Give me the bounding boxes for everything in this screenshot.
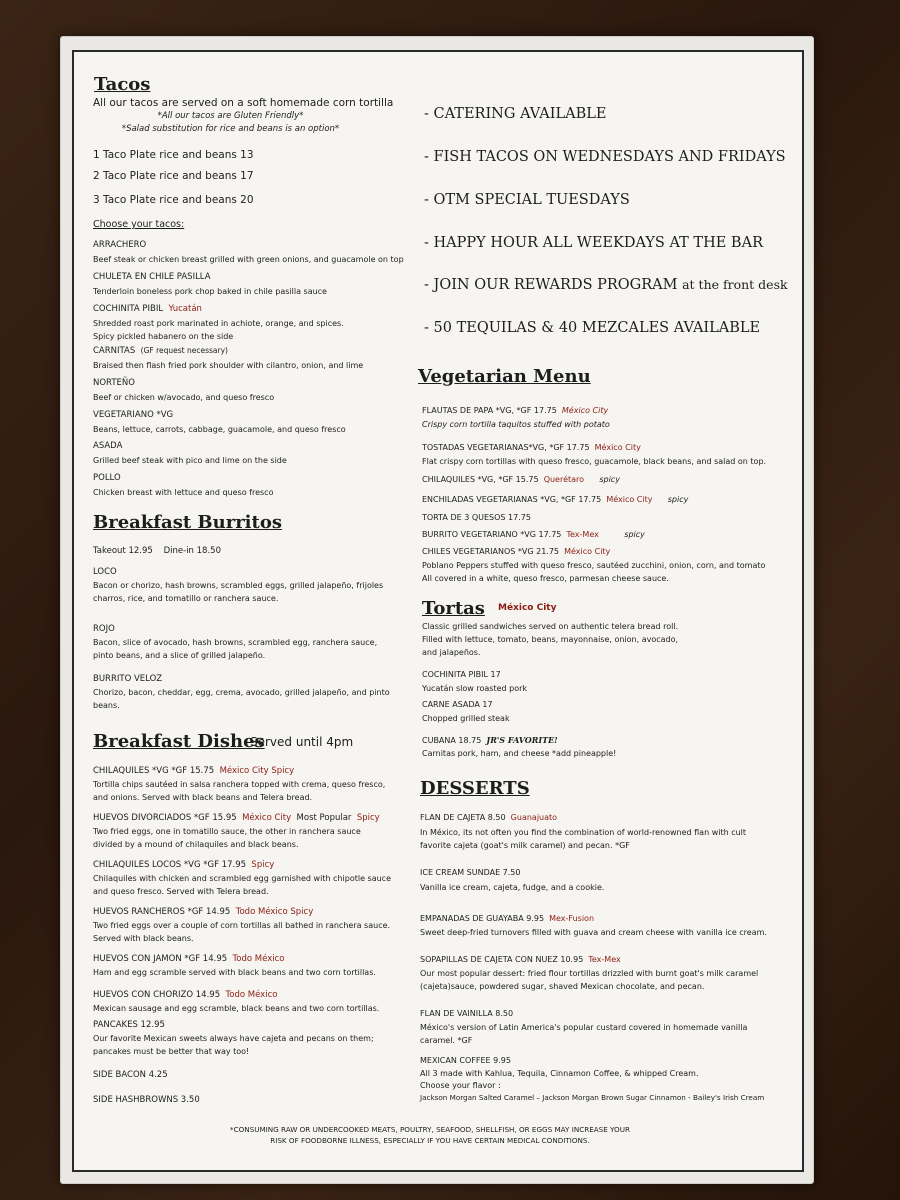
dish-item-name: CHILAQUILES *VG *GF 15.75 México City Spicy	[93, 766, 295, 776]
dishes-heading: Breakfast Dishes	[93, 731, 265, 752]
torta-item-name: CARNE ASADA 17	[422, 700, 493, 709]
torta-item-desc: Carnitas pork, ham, and cheese *add pineapple!	[422, 749, 617, 758]
taco-item-desc: Beans, lettuce, carrots, cabbage, guacamole, and queso fresco	[93, 425, 346, 434]
dish-item-desc: Ham and egg scramble served with black beans and two corn tortillas.	[93, 968, 376, 977]
announcement: - 50 TEQUILAS & 40 MEZCALES AVAILABLE	[424, 320, 761, 336]
dessert-item-desc: Choose your flavor :	[420, 1081, 501, 1090]
taco-item-name: COCHINITA PIBIL Yucatán	[93, 304, 202, 314]
taco-item-name: ARRACHERO	[93, 240, 147, 250]
taco-item-name: NORTEÑO	[93, 378, 135, 388]
burrito-price: Takeout 12.95 Dine-in 18.50	[93, 546, 221, 556]
veg-item-desc: Poblano Peppers stuffed with queso fresco, sautéed zucchini, onion, corn, and tomato All covered in a white, queso fresco, parmesan cheese sauce.	[422, 561, 766, 583]
tortas-desc: Classic grilled sandwiches served on authentic telera bread roll. Filled with lettuce, tomato, beans, mayonnaise, onion, avocado, and jalapeños.	[422, 622, 679, 657]
dessert-item-name: FLAN DE VAINILLA 8.50	[420, 1009, 514, 1018]
announcement: - OTM SPECIAL TUESDAYS	[424, 192, 630, 208]
torta-item-name: CUBANA 18.75 JR'S FAVORITE!	[422, 735, 558, 745]
dish-item-name: HUEVOS CON CHORIZO 14.95 Todo México	[93, 990, 278, 1000]
veg-item-name: CHILAQUILES *VG, *GF 15.75 Querétaro spicy	[422, 475, 620, 484]
taco-item-desc: Beef steak or chicken breast grilled with green onions, and guacamole on top	[93, 255, 404, 264]
tacos-heading: Tacos	[94, 74, 151, 95]
veg-item-name: TORTA DE 3 QUESOS 17.75	[422, 513, 531, 522]
dessert-item-desc: Vanilla ice cream, cajeta, fudge, and a cookie.	[420, 883, 605, 892]
vegetarian-heading: Vegetarian Menu	[418, 366, 591, 387]
taco-plate: 3 Taco Plate rice and beans 20	[93, 194, 254, 206]
dessert-item-desc: All 3 made with Kahlua, Tequila, Cinnamon Coffee, & whipped Cream.	[420, 1069, 699, 1078]
dish-item-name: HUEVOS CON JAMON *GF 14.95 Todo México	[93, 954, 285, 964]
dessert-item-name: MEXICAN COFFEE 9.95	[420, 1056, 511, 1065]
veg-item-name: FLAUTAS DE PAPA *VG, *GF 17.75 México City	[422, 406, 609, 415]
taco-item-desc: Tenderloin boneless pork chop baked in chile pasilla sauce	[93, 287, 327, 296]
veg-item-name: BURRITO VEGETARIANO *VG 17.75 Tex-Mex spicy	[422, 530, 645, 539]
veg-item-name: CHILES VEGETARIANOS *VG 21.75 México City	[422, 547, 611, 556]
dish-item-name: HUEVOS DIVORCIADOS *GF 15.95 México City Most Popular Spicy	[93, 813, 380, 823]
tortas-region: México City	[498, 603, 557, 613]
tortas-heading: Tortas	[422, 598, 485, 619]
taco-item-name: CARNITAS (GF request necessary)	[93, 346, 228, 356]
veg-item-desc: Crispy corn tortilla taquitos stuffed with potato	[422, 420, 610, 429]
dessert-item-desc: México's version of Latin America's popular custard covered in homemade vanilla caramel. *GF	[420, 1023, 748, 1045]
taco-item-desc: Beef or chicken w/avocado, and queso fresco	[93, 393, 275, 402]
dish-item-name: PANCAKES 12.95	[93, 1020, 165, 1030]
dessert-item-name: FLAN DE CAJETA 8.50 Guanajuato	[420, 813, 558, 822]
burrito-item-name: BURRITO VELOZ	[93, 674, 163, 684]
announcement: - CATERING AVAILABLE	[424, 106, 607, 122]
dishes-served-note: Served until 4pm	[250, 735, 354, 749]
tacos-note-2: *Salad substitution for rice and beans is an option*	[121, 124, 340, 134]
dessert-item-desc: Jackson Morgan Salted Caramel – Jackson Morgan Brown Sugar Cinnamon - Bailey's Irish Cream	[420, 1093, 765, 1102]
dessert-item-desc: Our most popular dessert: fried flour tortillas drizzled with burnt goat's milk caramel (cajeta)sauce, powdered sugar, shaved Mexican chocolate, and pecan.	[420, 969, 759, 991]
region-tag: Yucatán	[168, 304, 202, 314]
dish-item-desc: Mexican sausage and egg scramble, black beans and two corn tortillas.	[93, 1004, 380, 1013]
taco-item-desc: Shredded roast pork marinated in achiote, orange, and spices.	[93, 319, 344, 328]
taco-plate: 1 Taco Plate rice and beans 13	[93, 149, 254, 161]
burrito-item-name: LOCO	[93, 567, 117, 577]
tacos-note-1: *All our tacos are Gluten Friendly*	[157, 111, 304, 121]
taco-item-desc: Chicken breast with lettuce and queso fresco	[93, 488, 274, 497]
announcement: - HAPPY HOUR ALL WEEKDAYS AT THE BAR	[424, 235, 763, 251]
burritos-heading: Breakfast Burritos	[93, 512, 282, 533]
veg-item-desc: Flat crispy corn tortillas with queso fresco, guacamole, black beans, and salad on top.	[422, 457, 767, 466]
side-item: SIDE BACON 4.25	[93, 1070, 168, 1080]
dessert-item-desc: In México, its not often you find the combination of world-renowned flan with cult favorite cajeta (goat's milk caramel) and pecan. *GF	[420, 828, 747, 850]
taco-item-desc: Braised then flash fried pork shoulder with cilantro, onion, and lime	[93, 361, 364, 370]
dessert-item-name: EMPANADAS DE GUAYABA 9.95 Mex-Fusion	[420, 914, 595, 923]
taco-item-desc: Grilled beef steak with pico and lime on the side	[93, 456, 287, 465]
taco-item-name: CHULETA EN CHILE PASILLA	[93, 272, 211, 282]
taco-plate: 2 Taco Plate rice and beans 17	[93, 170, 254, 182]
burrito-item-name: ROJO	[93, 624, 115, 634]
torta-item-name: COCHINITA PIBIL 17	[422, 670, 501, 679]
veg-item-name: ENCHILADAS VEGETARIANAS *VG, *GF 17.75 México City spicy	[422, 495, 689, 504]
desserts-heading: DESSERTS	[420, 778, 530, 799]
dessert-item-name: ICE CREAM SUNDAE 7.50	[420, 868, 521, 877]
dish-item-desc: Two fried eggs over a couple of corn tortillas all bathed in ranchera sauce. Served with black beans.	[93, 921, 391, 943]
side-item: SIDE HASHBROWNS 3.50	[93, 1095, 200, 1105]
burrito-item-desc: Bacon, slice of avocado, hash browns, scrambled egg, ranchera sauce, pinto beans, and a slice of grilled jalapeño.	[93, 638, 378, 660]
taco-item-name: ASADA	[93, 441, 123, 451]
dish-item-name: CHILAQUILES LOCOS *VG *GF 17.95 Spicy	[93, 860, 275, 870]
rewards-suffix: at the front desk	[682, 277, 788, 292]
burrito-item-desc: Bacon or chorizo, hash browns, scrambled eggs, grilled jalapeño, frijoles charros, rice, and tomatillo or ranchera sauce.	[93, 581, 384, 603]
announcement: - JOIN OUR REWARDS PROGRAM at the front desk	[424, 277, 788, 293]
torta-item-desc: Yucatán slow roasted pork	[422, 684, 528, 693]
dish-item-desc: Our favorite Mexican sweets always have cajeta and pecans on them; pancakes must be better that way too!	[93, 1034, 374, 1056]
announcement: - FISH TACOS ON WEDNESDAYS AND FRIDAYS	[424, 149, 786, 165]
dish-item-name: HUEVOS RANCHEROS *GF 14.95 Todo México Spicy	[93, 907, 314, 917]
footer-disclaimer: *CONSUMING RAW OR UNDERCOOKED MEATS, POULTRY, SEAFOOD, SHELLFISH, OR EGGS MAY INCREASE YOUR RISK OF FOODBORNE ILLNESS, ESPECIALLY IF YOU HAVE CERTAIN MEDICAL CONDITIONS.	[230, 1125, 630, 1145]
tacos-subtitle: All our tacos are served on a soft homemade corn tortilla	[93, 97, 394, 109]
dish-item-desc: Two fried eggs, one in tomatillo sauce, the other in ranchera sauce divided by a mound of chilaquiles and black beans.	[93, 827, 361, 849]
taco-item-name: POLLO	[93, 473, 121, 483]
veg-item-name: TOSTADAS VEGETARIANAS*VG, *GF 17.75 México City	[422, 443, 641, 452]
dish-item-desc: Tortilla chips sautéed in salsa ranchera topped with crema, queso fresco, and onions. Served with black beans and Telera bread.	[93, 780, 386, 802]
choose-tacos-label: Choose your tacos:	[93, 219, 185, 230]
dish-item-desc: Chilaquiles with chicken and scrambled egg garnished with chipotle sauce and queso fresco. Served with Telera bread.	[93, 874, 391, 896]
dessert-item-name: SOPAPILLAS DE CAJETA CON NUEZ 10.95 Tex-Mex	[420, 955, 621, 964]
dessert-item-desc: Sweet deep-fried turnovers filled with guava and cream cheese with vanilla ice cream.	[420, 928, 767, 937]
taco-item-desc: Spicy pickled habanero on the side	[93, 332, 234, 341]
torta-item-desc: Chopped grilled steak	[422, 714, 510, 723]
burrito-item-desc: Chorizo, bacon, cheddar, egg, crema, avocado, grilled jalapeño, and pinto beans.	[93, 688, 390, 710]
taco-item-name: VEGETARIANO *VG	[93, 410, 174, 420]
